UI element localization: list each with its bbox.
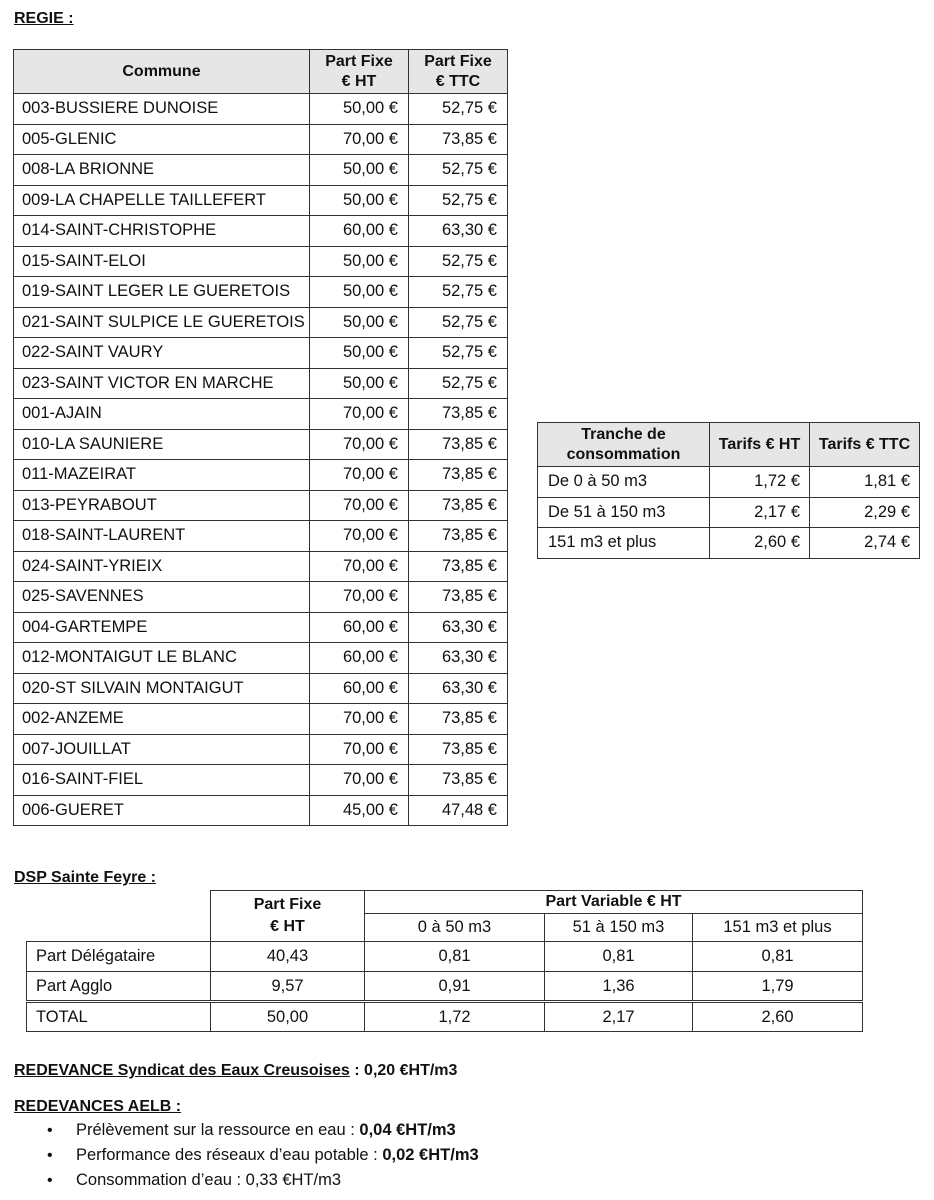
table-row bbox=[14, 490, 508, 521]
bullet-icon: • bbox=[47, 1147, 53, 1164]
table-cell: 2,17 bbox=[545, 1002, 693, 1032]
table-cell: 73,85 € bbox=[409, 765, 508, 796]
table-cell: 020-ST SILVAIN MONTAIGUT bbox=[14, 673, 310, 704]
table-cell: 52,75 € bbox=[409, 94, 508, 125]
table-row bbox=[27, 1002, 863, 1032]
table-cell: 63,30 € bbox=[409, 643, 508, 674]
table-cell: 70,00 € bbox=[310, 399, 409, 430]
table-cell: 73,85 € bbox=[409, 490, 508, 521]
aelb-item-value: 0,04 €HT/m3 bbox=[359, 1121, 456, 1139]
table-cell: Part Délégataire bbox=[27, 942, 211, 972]
table-row bbox=[14, 460, 508, 491]
dsp-table-body bbox=[27, 942, 863, 1032]
header-part-fixe-ttc: Part Fixe € TTC bbox=[409, 50, 508, 94]
table-row bbox=[14, 643, 508, 674]
dsp-subheader-0-50: 0 à 50 m3 bbox=[365, 914, 545, 942]
table-cell: 70,00 € bbox=[310, 765, 409, 796]
table-row bbox=[14, 612, 508, 643]
table-cell: 1,72 bbox=[365, 1002, 545, 1032]
table-cell: 70,00 € bbox=[310, 460, 409, 491]
table-cell: 50,00 € bbox=[310, 155, 409, 186]
table-cell: 47,48 € bbox=[409, 795, 508, 826]
aelb-item-prelevement bbox=[14, 1118, 914, 1143]
dsp-subheader-151-plus: 151 m3 et plus bbox=[693, 914, 863, 942]
table-cell: 63,30 € bbox=[409, 673, 508, 704]
table-cell: 45,00 € bbox=[310, 795, 409, 826]
redevances-aelb-list bbox=[14, 1118, 914, 1193]
table-cell: 2,60 € bbox=[710, 528, 810, 559]
table-cell: 73,85 € bbox=[409, 582, 508, 613]
table-cell: 2,29 € bbox=[810, 497, 920, 528]
table-cell: 0,81 bbox=[365, 942, 545, 972]
table-cell: 50,00 € bbox=[310, 368, 409, 399]
aelb-item-performance bbox=[14, 1143, 914, 1168]
table-cell: De 51 à 150 m3 bbox=[538, 497, 710, 528]
table-cell: 016-SAINT-FIEL bbox=[14, 765, 310, 796]
table-row bbox=[27, 972, 863, 1002]
table-cell: 003-BUSSIERE DUNOISE bbox=[14, 94, 310, 125]
table-cell: 73,85 € bbox=[409, 551, 508, 582]
table-row bbox=[14, 338, 508, 369]
table-cell: 52,75 € bbox=[409, 307, 508, 338]
redevances-aelb-title: REDEVANCES AELB : bbox=[14, 1098, 182, 1115]
table-row bbox=[14, 582, 508, 613]
table-cell: 73,85 € bbox=[409, 429, 508, 460]
table-cell: 1,81 € bbox=[810, 467, 920, 498]
table-cell: 008-LA BRIONNE bbox=[14, 155, 310, 186]
table-cell: 015-SAINT-ELOI bbox=[14, 246, 310, 277]
table-cell: 1,72 € bbox=[710, 467, 810, 498]
table-cell: 50,00 € bbox=[310, 277, 409, 308]
aelb-item-consommation bbox=[14, 1168, 914, 1193]
table-row bbox=[14, 246, 508, 277]
table-row bbox=[14, 429, 508, 460]
table-cell: 73,85 € bbox=[409, 521, 508, 552]
aelb-item-value: 0,02 €HT/m3 bbox=[382, 1146, 479, 1164]
table-row bbox=[14, 551, 508, 582]
table-cell: 1,36 bbox=[545, 972, 693, 1002]
aelb-item-text: Consommation d’eau : 0,33 €HT/m3 bbox=[76, 1171, 342, 1189]
table-cell: 2,60 bbox=[693, 1002, 863, 1032]
table-cell: 007-JOUILLAT bbox=[14, 734, 310, 765]
bullet-icon: • bbox=[47, 1172, 53, 1189]
table-cell: 1,79 bbox=[693, 972, 863, 1002]
table-cell: 73,85 € bbox=[409, 399, 508, 430]
table-row bbox=[27, 942, 863, 972]
table-row bbox=[14, 765, 508, 796]
header-part-fixe-ht: Part Fixe € HT bbox=[310, 50, 409, 94]
table-cell: 021-SAINT SULPICE LE GUERETOIS bbox=[14, 307, 310, 338]
table-row bbox=[14, 124, 508, 155]
dsp-subheader-51-150: 51 à 150 m3 bbox=[545, 914, 693, 942]
table-row bbox=[14, 277, 508, 308]
table-row bbox=[14, 368, 508, 399]
table-cell: 005-GLENIC bbox=[14, 124, 310, 155]
table-cell: 50,00 € bbox=[310, 338, 409, 369]
table-cell: 50,00 € bbox=[310, 246, 409, 277]
header-commune: Commune bbox=[14, 50, 310, 94]
table-cell: 0,81 bbox=[545, 942, 693, 972]
commune-table-body bbox=[14, 94, 508, 826]
table-cell: 52,75 € bbox=[409, 368, 508, 399]
tranche-table-header-row bbox=[538, 423, 920, 467]
table-cell: 70,00 € bbox=[310, 551, 409, 582]
table-cell: 52,75 € bbox=[409, 277, 508, 308]
table-cell: 002-ANZEME bbox=[14, 704, 310, 735]
header-tranche: Tranche de consommation bbox=[538, 423, 710, 467]
table-cell: 73,85 € bbox=[409, 460, 508, 491]
table-cell: 018-SAINT-LAURENT bbox=[14, 521, 310, 552]
table-cell: 52,75 € bbox=[409, 246, 508, 277]
table-cell: 73,85 € bbox=[409, 704, 508, 735]
table-row bbox=[14, 185, 508, 216]
table-cell: 63,30 € bbox=[409, 612, 508, 643]
table-cell: 70,00 € bbox=[310, 521, 409, 552]
table-cell: 63,30 € bbox=[409, 216, 508, 247]
header-tarifs-ht: Tarifs € HT bbox=[710, 423, 810, 467]
table-cell: Part Agglo bbox=[27, 972, 211, 1002]
table-cell: 014-SAINT-CHRISTOPHE bbox=[14, 216, 310, 247]
table-cell: 70,00 € bbox=[310, 429, 409, 460]
table-row bbox=[14, 795, 508, 826]
aelb-item-text: Performance des réseaux d’eau potable : bbox=[76, 1146, 383, 1164]
table-row bbox=[538, 497, 920, 528]
table-cell: 004-GARTEMPE bbox=[14, 612, 310, 643]
dsp-header-part-variable: Part Variable € HT bbox=[365, 891, 863, 914]
table-row bbox=[14, 734, 508, 765]
table-cell: 023-SAINT VICTOR EN MARCHE bbox=[14, 368, 310, 399]
table-cell: 60,00 € bbox=[310, 612, 409, 643]
table-row bbox=[538, 528, 920, 559]
table-row bbox=[538, 467, 920, 498]
table-cell: 50,00 € bbox=[310, 94, 409, 125]
redevance-syndicat-label: REDEVANCE Syndicat des Eaux Creusoises bbox=[14, 1062, 350, 1079]
table-cell: 50,00 € bbox=[310, 185, 409, 216]
table-cell: 70,00 € bbox=[310, 704, 409, 735]
table-cell: 151 m3 et plus bbox=[538, 528, 710, 559]
aelb-item-text: Prélèvement sur la ressource en eau : bbox=[76, 1121, 360, 1139]
table-cell: 012-MONTAIGUT LE BLANC bbox=[14, 643, 310, 674]
table-cell: 40,43 bbox=[211, 942, 365, 972]
table-cell: 50,00 bbox=[211, 1002, 365, 1032]
table-cell: 52,75 € bbox=[409, 338, 508, 369]
table-cell: 73,85 € bbox=[409, 734, 508, 765]
table-cell: 60,00 € bbox=[310, 673, 409, 704]
table-cell: 60,00 € bbox=[310, 643, 409, 674]
table-cell: 025-SAVENNES bbox=[14, 582, 310, 613]
table-cell: 70,00 € bbox=[310, 734, 409, 765]
table-cell: 52,75 € bbox=[409, 155, 508, 186]
table-cell: 2,74 € bbox=[810, 528, 920, 559]
table-cell: 022-SAINT VAURY bbox=[14, 338, 310, 369]
dsp-title: DSP Sainte Feyre : bbox=[14, 869, 156, 886]
table-row bbox=[14, 94, 508, 125]
redevance-syndicat-value: 0,20 €HT/m3 bbox=[364, 1062, 458, 1079]
table-cell: 010-LA SAUNIERE bbox=[14, 429, 310, 460]
table-cell: 0,91 bbox=[365, 972, 545, 1002]
table-cell: 60,00 € bbox=[310, 216, 409, 247]
table-cell: 0,81 bbox=[693, 942, 863, 972]
table-cell: 019-SAINT LEGER LE GUERETOIS bbox=[14, 277, 310, 308]
table-row bbox=[14, 155, 508, 186]
redevance-syndicat-line bbox=[14, 1062, 457, 1080]
commune-table-header-row bbox=[14, 50, 508, 94]
table-cell: De 0 à 50 m3 bbox=[538, 467, 710, 498]
dsp-header-part-fixe: Part Fixe € HT bbox=[211, 891, 365, 942]
table-cell: 70,00 € bbox=[310, 490, 409, 521]
table-row bbox=[14, 673, 508, 704]
table-cell: 9,57 bbox=[211, 972, 365, 1002]
table-cell: 024-SAINT-YRIEIX bbox=[14, 551, 310, 582]
table-cell: 013-PEYRABOUT bbox=[14, 490, 310, 521]
table-row bbox=[14, 521, 508, 552]
table-cell: 50,00 € bbox=[310, 307, 409, 338]
table-cell: 70,00 € bbox=[310, 124, 409, 155]
table-row bbox=[14, 216, 508, 247]
tranche-tariff-table bbox=[537, 422, 920, 559]
table-cell: 52,75 € bbox=[409, 185, 508, 216]
table-cell: 73,85 € bbox=[409, 124, 508, 155]
table-cell: 001-AJAIN bbox=[14, 399, 310, 430]
table-cell: 70,00 € bbox=[310, 582, 409, 613]
table-cell: 006-GUERET bbox=[14, 795, 310, 826]
dsp-header-row-1 bbox=[27, 891, 863, 914]
bullet-icon: • bbox=[47, 1122, 53, 1139]
header-tarifs-ttc: Tarifs € TTC bbox=[810, 423, 920, 467]
tranche-table-body bbox=[538, 467, 920, 559]
commune-tariff-table bbox=[13, 49, 508, 826]
table-row bbox=[14, 399, 508, 430]
table-cell: TOTAL bbox=[27, 1002, 211, 1032]
table-row bbox=[14, 307, 508, 338]
table-row bbox=[14, 704, 508, 735]
table-cell: 2,17 € bbox=[710, 497, 810, 528]
regie-title: REGIE : bbox=[14, 10, 74, 27]
dsp-header-blank bbox=[27, 891, 211, 942]
redevance-syndicat-separator: : bbox=[349, 1062, 365, 1079]
table-cell: 009-LA CHAPELLE TAILLEFERT bbox=[14, 185, 310, 216]
table-cell: 011-MAZEIRAT bbox=[14, 460, 310, 491]
dsp-tariff-table bbox=[26, 890, 863, 1032]
